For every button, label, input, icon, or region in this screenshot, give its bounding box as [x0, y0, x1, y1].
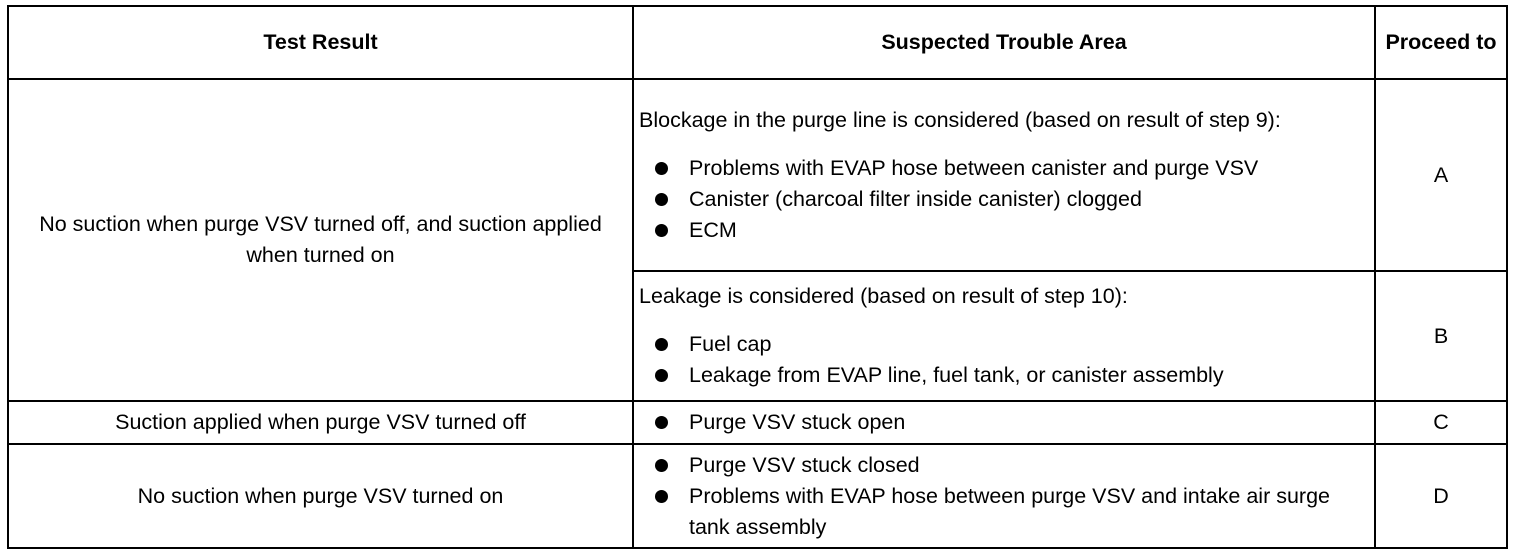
list-item: Purge VSV stuck open: [639, 407, 1369, 438]
bullet-icon: [655, 338, 668, 351]
suspected-area-cell: [633, 271, 1375, 401]
area-bullet-list: [639, 329, 1369, 391]
suspected-area-cell: [633, 79, 1375, 271]
area-bullet-list: [639, 450, 1369, 543]
trouble-table: [7, 5, 1508, 549]
table-row: [8, 79, 1507, 271]
header-test-result: Test Result: [8, 6, 633, 79]
test-result-cell: No suction when purge VSV turned on: [8, 444, 633, 548]
area-lead-text: Leakage is considered (based on result of step 10):: [639, 284, 1128, 308]
header-proceed-to: Proceed to: [1375, 6, 1507, 79]
bullet-icon: [655, 224, 668, 237]
list-item: ECM: [639, 215, 1369, 246]
bullet-icon: [655, 416, 668, 429]
suspected-area-cell: [633, 401, 1375, 444]
list-item: Canister (charcoal filter inside canister) clogged: [639, 184, 1369, 215]
header-suspected-area: Suspected Trouble Area: [633, 6, 1375, 79]
bullet-icon: [655, 459, 668, 472]
test-result-cell: Suction applied when purge VSV turned off: [8, 401, 633, 444]
header-row: [8, 6, 1507, 79]
list-item: Problems with EVAP hose between canister and purge VSV: [639, 153, 1369, 184]
bullet-icon: [655, 490, 668, 503]
proceed-cell: D: [1375, 444, 1507, 548]
proceed-cell: C: [1375, 401, 1507, 444]
list-item: Leakage from EVAP line, fuel tank, or canister assembly: [639, 360, 1369, 391]
table-row: [8, 444, 1507, 548]
list-item: Problems with EVAP hose between purge VSV and intake air surge tank assembly: [639, 481, 1369, 543]
area-bullet-list: [639, 153, 1369, 246]
bullet-icon: [655, 162, 668, 175]
area-lead-text: Blockage in the purge line is considered (based on result of step 9):: [639, 107, 1281, 132]
suspected-area-cell: [633, 444, 1375, 548]
table-row: [8, 401, 1507, 444]
test-result-cell: No suction when purge VSV turned off, and suction applied when turned on: [8, 79, 633, 401]
bullet-icon: [655, 369, 668, 382]
list-item: Fuel cap: [639, 329, 1369, 360]
proceed-cell: A: [1375, 79, 1507, 271]
proceed-cell: B: [1375, 271, 1507, 401]
area-bullet-list: [639, 407, 1369, 438]
bullet-icon: [655, 193, 668, 206]
list-item: Purge VSV stuck closed: [639, 450, 1369, 481]
